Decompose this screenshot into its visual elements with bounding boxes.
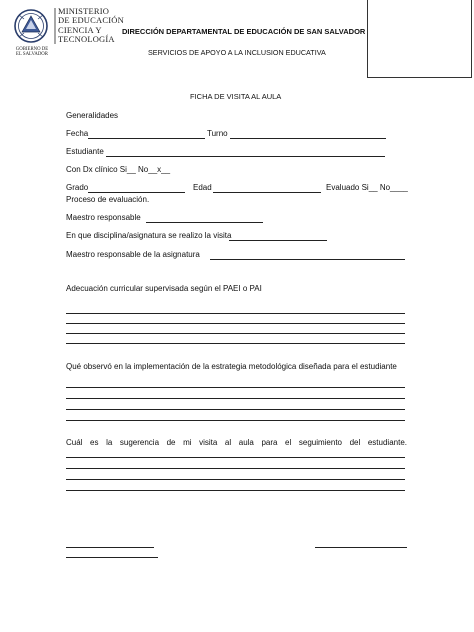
answer-line[interactable] [66,420,405,421]
turno-label: Turno [207,129,228,138]
fecha-label: Fecha [66,129,89,138]
edad-field[interactable] [213,192,321,193]
answer-line[interactable] [66,457,405,458]
answer-line[interactable] [66,323,405,324]
disciplina-label: En que disciplina/asignatura se realizo la visita [66,231,232,240]
answer-line[interactable] [66,479,405,480]
maestro-label: Maestro responsable [66,213,141,222]
turno-field[interactable] [230,138,386,139]
gov-line: EL SALVADOR [16,52,48,58]
answer-line[interactable] [66,490,405,491]
question-sugerencia: Cuál es la sugerencia de mi visita al aula para el seguimiento del estudiante. [66,438,407,447]
question-adecuacion: Adecuación curricular supervisada según el PAEI o PAI [66,284,262,293]
question-observacion: Qué observó en la implementación de la estrategia metodológica diseñada para el estudiante [66,362,397,371]
answer-line[interactable] [66,398,405,399]
ministry-line: DE EDUCACIÓN [58,15,124,26]
answer-line[interactable] [66,387,405,388]
estudiante-field[interactable] [106,156,385,157]
form-heading: FICHA DE VISITA AL AULA [190,92,282,101]
document-title: DIRECCIÓN DEPARTAMENTAL DE EDUCACIÓN DE SAN SALVADOR [122,27,366,36]
ministry-line: CIENCIA Y [58,24,102,35]
answer-line[interactable] [66,409,405,410]
maestro-field[interactable] [146,222,263,223]
fecha-field[interactable] [88,138,205,139]
ministry-name [58,7,124,45]
stamp-box [367,0,472,78]
signature-line-left-2[interactable] [66,557,158,558]
section-generalidades: Generalidades [66,111,119,120]
proceso-evaluacion: Proceso de evaluación. [66,195,150,204]
document-subtitle: SERVICIOS DE APOYO A LA INCLUSION EDUCATIVA [148,48,326,57]
government-caption [12,47,52,58]
estudiante-label: Estudiante [66,147,104,156]
signature-line-right[interactable] [315,547,407,548]
evaluado-line[interactable]: Evaluado Si__ No____ [326,183,408,192]
maestro-asignatura-field[interactable] [210,259,405,260]
disciplina-field[interactable] [229,240,327,241]
edad-label: Edad [193,183,212,192]
maestro-asignatura-label: Maestro responsable de la asignatura [66,250,200,259]
grado-label: Grado [66,183,89,192]
signature-line-left[interactable] [66,547,154,548]
ministry-line: MINISTERIO [58,6,110,16]
answer-line[interactable] [66,343,405,344]
grado-field[interactable] [88,192,185,193]
answer-line[interactable] [66,333,405,334]
ministry-line: TECNOLOGÍA [58,34,115,45]
dx-clinico-line[interactable]: Con Dx clínico Si__ No__x__ [66,165,171,174]
gov-line: GOBIERNO DE [15,47,49,52]
answer-line[interactable] [66,468,405,469]
answer-line[interactable] [66,313,405,314]
